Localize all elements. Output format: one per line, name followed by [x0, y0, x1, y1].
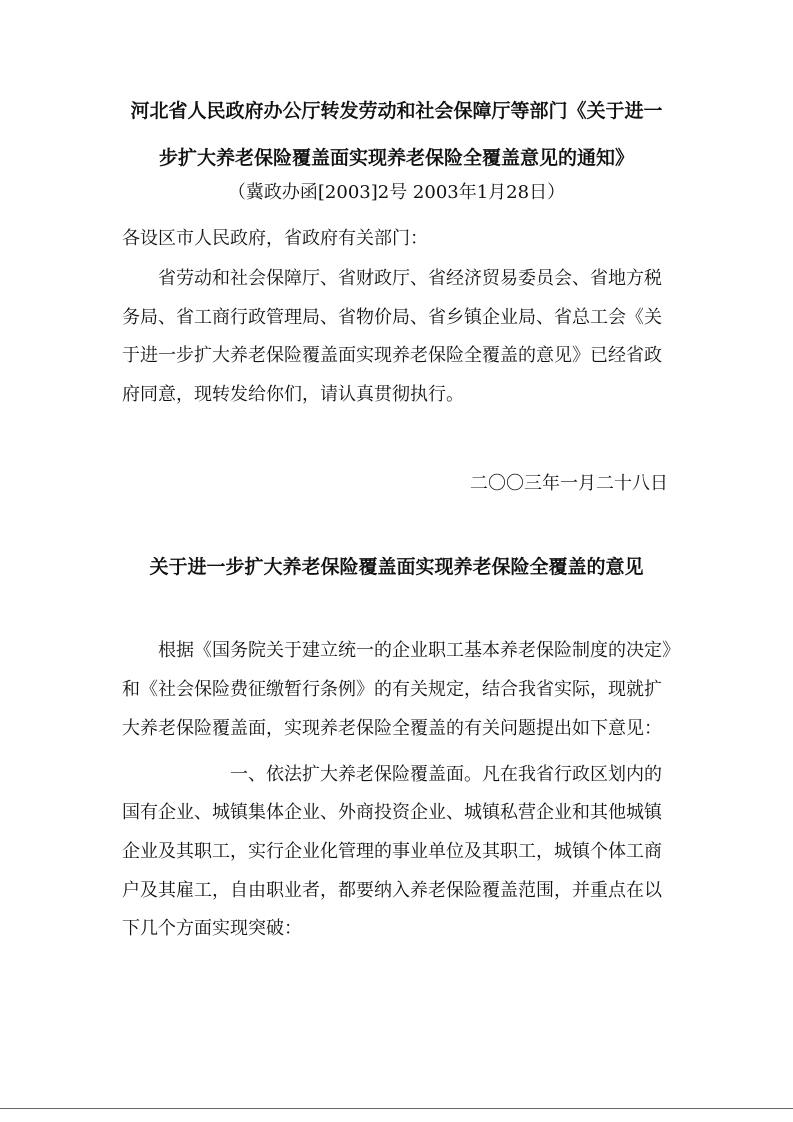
- section-1-line-3: 企业及其职工，实行企业化管理的事业单位及其职工，城镇个体工商: [122, 841, 662, 862]
- notice-body-line-3: 于进一步扩大养老保险覆盖面实现养老保险全覆盖的意见》已经省政: [122, 345, 662, 366]
- section-1-line-1: 一、依法扩大养老保险覆盖面。凡在我省行政区划内的: [230, 764, 662, 785]
- section-1-line-2: 国有企业、城镇集体企业、外商投资企业、城镇私营企业和其他城镇: [122, 802, 662, 823]
- notice-body-line-2: 务局、省工商行政管理局、省物价局、省乡镇企业局、省总工会《关: [122, 307, 662, 328]
- notice-title-line-2: 步扩大养老保险覆盖面实现养老保险全覆盖意见的通知》: [158, 147, 634, 169]
- opinion-title: 关于进一步扩大养老保险覆盖面实现养老保险全覆盖的意见: [149, 556, 644, 578]
- document-reference: （冀政办函[2003]2号 2003年1月28日）: [227, 182, 566, 203]
- notice-body-line-4: 府同意，现转发给你们，请认真贯彻执行。: [122, 384, 464, 405]
- opinion-intro-line-1: 根据《国务院关于建立统一的企业职工基本养老保险制度的决定》: [158, 640, 680, 661]
- opinion-intro-line-3: 大养老保险覆盖面，实现养老保险全覆盖的有关问题提出如下意见：: [122, 718, 662, 739]
- opinion-intro-line-2: 和《社会保险费征缴暂行条例》的有关规定，结合我省实际，现就扩: [122, 679, 662, 700]
- section-1-line-5: 下几个方面实现突破：: [122, 918, 302, 939]
- section-1-line-4: 户及其雇工，自由职业者，都要纳入养老保险覆盖范围，并重点在以: [122, 880, 662, 901]
- notice-title-line-1: 河北省人民政府办公厅转发劳动和社会保障厅等部门《关于进一: [130, 100, 663, 122]
- notice-date: 二〇〇三年一月二十八日: [470, 473, 668, 494]
- notice-body-line-1: 省劳动和社会保障厅、省财政厅、省经济贸易委员会、省地方税: [158, 268, 662, 289]
- salutation: 各设区市人民政府，省政府有关部门：: [122, 228, 428, 249]
- page-bottom-rule: [0, 1108, 793, 1109]
